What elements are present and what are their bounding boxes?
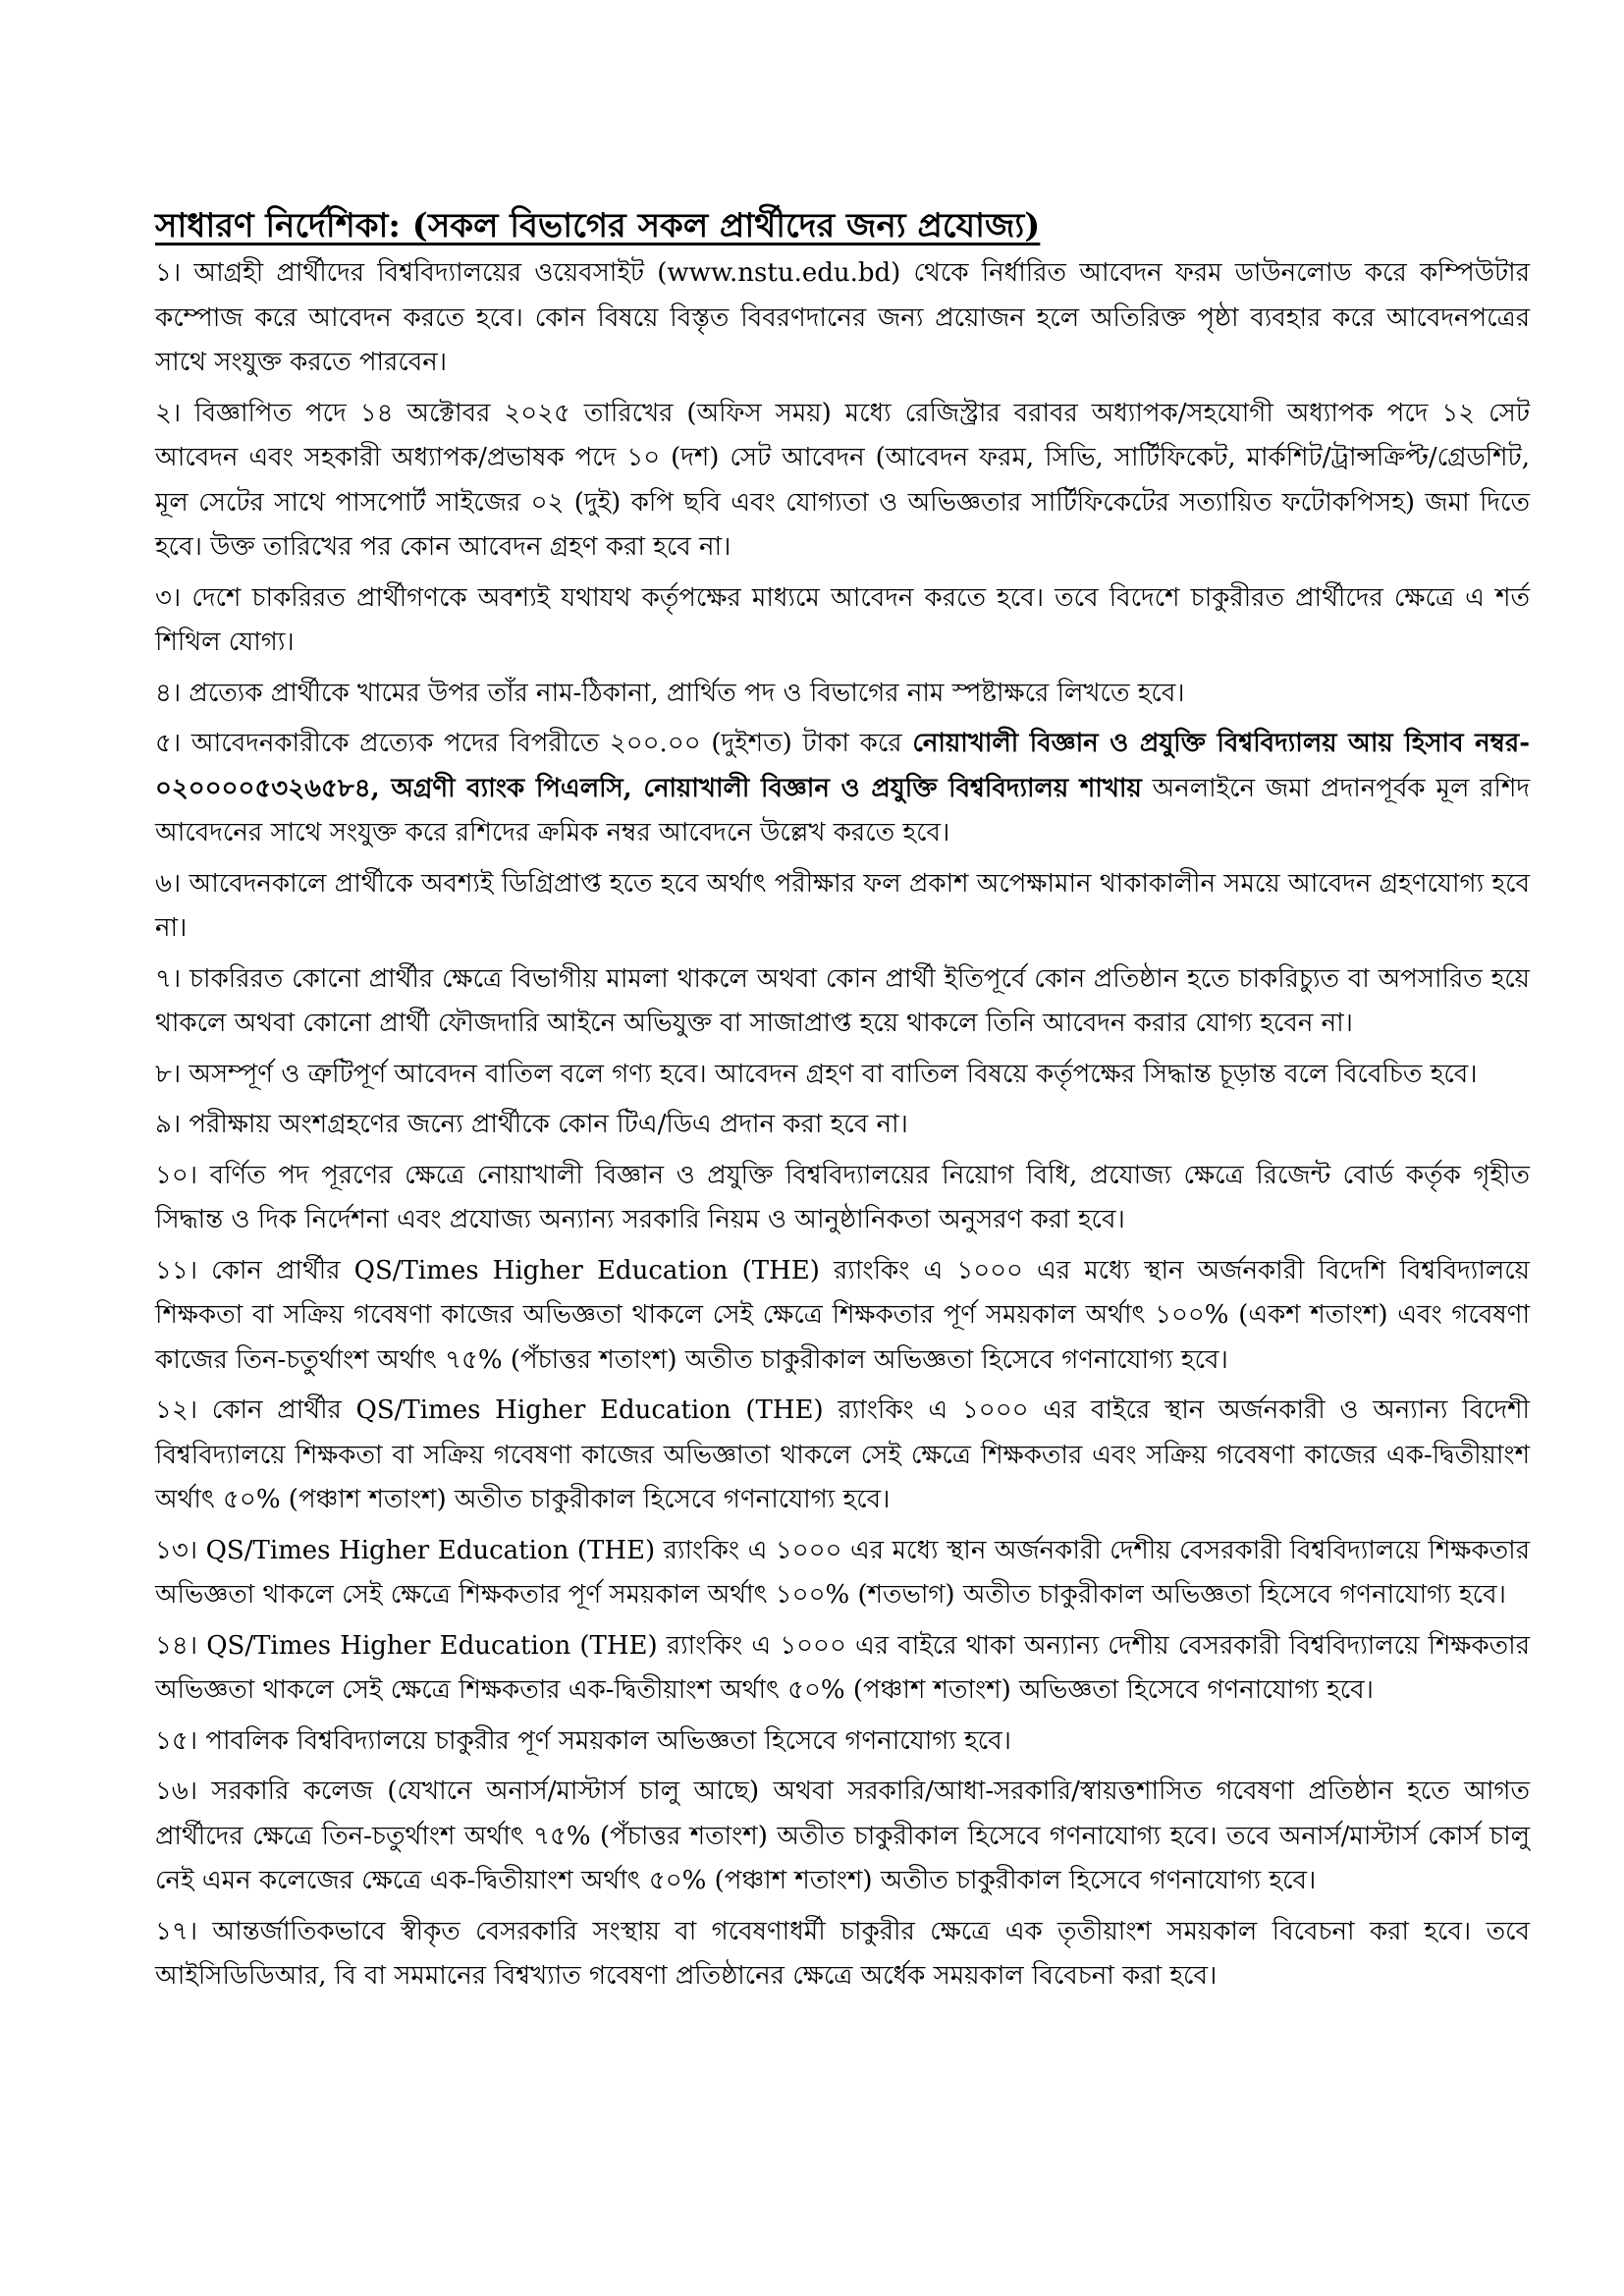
- document-page: [155, 204, 1530, 2005]
- section-heading: সাধারণ নির্দেশিকা: (সকল বিভাগের সকল প্রার্থীদের জন্য প্রযোজ্য): [155, 206, 1041, 246]
- instruction-7: ৭। চাকরিরত কোনো প্রার্থীর ক্ষেত্রে বিভাগীয় মামলা থাকলে অথবা কোন প্রার্থী ইতিপূর্বে কোন প্রতিষ্ঠান হতে চাকরিচ্যুত বা অপসারিত হয়ে থাকলে অথবা কোনো প্রার্থী ফৌজদারি আইনে অভিযুক্ত বা সাজাপ্রাপ্ত হয়ে থাকলে তিনি আবেদন করার যোগ্য হবেন না।: [155, 963, 1530, 1038]
- instruction-4: ৪। প্রত্যেক প্রার্থীকে খামের উপর তাঁর নাম-ঠিকানা, প্রার্থিত পদ ও বিভাগের নাম স্পষ্টাক্ষরে লিখতে হবে।: [155, 678, 1185, 708]
- instruction-5: [155, 722, 1530, 856]
- instruction-9: ৯। পরীক্ষায় অংশগ্রহণের জন্যে প্রার্থীকে কোন টিএ/ডিএ প্রদান করা হবে না।: [155, 1110, 908, 1139]
- instruction-15: ১৫। পাবলিক বিশ্ববিদ্যালয়ে চাকুরীর পূর্ণ সময়কাল অভিজ্ঞতা হিসেবে গণনাযোগ্য হবে।: [155, 1725, 1011, 1756]
- instruction-3: ৩। দেশে চাকরিরত প্রার্থীগণকে অবশ্যই যথাযথ কর্তৃপক্ষের মাধ্যমে আবেদন করতে হবে। তবে বিদেশে চাকুরীরত প্রার্থীদের ক্ষেত্রে এ শর্ত শিথিল যোগ্য।: [155, 582, 1530, 657]
- instruction-12: ১২। কোন প্রার্থীর QS/Times Higher Education (THE) র‍্যাংকিং এ ১০০০ এর বাইরে স্থান অর্জনকারী ও অন্যান্য বিদেশী বিশ্ববিদ্যালয়ে শিক্ষকতা বা সক্রিয় গবেষণা কাজের অভিজ্ঞাতা থাকলে সেই ক্ষেত্রে শিক্ষকতার এবং সক্রিয় গবেষণা কাজের এক-দ্বিতীয়াংশ অর্থাৎ ৫০% (পঞ্চাশ শতাংশ) অতীত চাকুরীকাল হিসেবে গণনাযোগ্য হবে।: [155, 1395, 1530, 1514]
- instruction-5-lead: ৫। আবেদনকারীকে প্রত্যেক পদের বিপরীতে ২০০.০০ (দুইশত) টাকা করে: [155, 729, 913, 758]
- instruction-5-tail: অনলাইনে জমা প্রদানপূর্বক মূল রশিদ আবেদনের সাথে সংযুক্ত করে রশিদের ক্রমিক নম্বর আবেদনে উল্লেখ করতে হবে।: [155, 773, 1530, 847]
- instruction-2: ২। বিজ্ঞাপিত পদে ১৪ অক্টোবর ২০২৫ তারিখের (অফিস সময়) মধ্যে রেজিস্ট্রার বরাবর অধ্যাপক/সহযোগী অধ্যাপক পদে ১২ সেট আবেদন এবং সহকারী অধ্যাপক/প্রভাষক পদে ১০ (দশ) সেট আবেদন (আবেদন ফরম, সিভি, সার্টিফিকেট, মার্কশিট/ট্রান্সক্রিপ্ট/গ্রেডশিট, মূল সেটের সাথে পাসপোর্ট সাইজের ০২ (দুই) কপি ছবি এবং যোগ্যতা ও অভিজ্ঞতার সার্টিফিকেটের সত্যায়িত ফটোকপিসহ) জমা দিতে হবে। উক্ত তারিখের পর কোন আবেদন গ্রহণ করা হবে না।: [155, 398, 1530, 562]
- instruction-8: ৮। অসম্পূর্ণ ও ত্রুটিপূর্ণ আবেদন বাতিল বলে গণ্য হবে। আবেদন গ্রহণ বা বাতিল বিষয়ে কর্তৃপক্ষের সিদ্ধান্ত চূড়ান্ত বলে বিবেচিত হবে।: [155, 1059, 1478, 1089]
- instruction-16: ১৬। সরকারি কলেজ (যেখানে অনার্স/মাস্টার্স চালু আছে) অথবা সরকারি/আধা-সরকারি/স্বায়ত্তশাসিত গবেষণা প্রতিষ্ঠান হতে আগত প্রার্থীদের ক্ষেত্রে তিন-চতুর্থাংশ অর্থাৎ ৭৫% (পঁচাত্তর শতাংশ) অতীত চাকুরীকাল হিসেবে গণনাযোগ্য হবে। তবে অনার্স/মাস্টার্স কোর্স চালু নেই এমন কলেজের ক্ষেত্রে এক-দ্বিতীয়াংশ অর্থাৎ ৫০% (পঞ্চাশ শতাংশ) অতীত চাকুরীকাল হিসেবে গণনাযোগ্য হবে।: [155, 1777, 1530, 1895]
- instruction-13: ১৩। QS/Times Higher Education (THE) র‍্যাংকিং এ ১০০০ এর মধ্যে স্থান অর্জনকারী দেশীয় বেসরকারী বিশ্ববিদ্যালয়ে শিক্ষকতার অভিজ্ঞতা থাকলে সেই ক্ষেত্রে শিক্ষকতার পূর্ণ সময়কাল অর্থাৎ ১০০% (শতভাগ) অতীত চাকুরীকাল অভিজ্ঞতা হিসেবে গণনাযোগ্য হবে।: [155, 1535, 1530, 1610]
- instruction-10: ১০। বর্ণিত পদ পূরণের ক্ষেত্রে নোয়াখালী বিজ্ঞান ও প্রযুক্তি বিশ্ববিদ্যালয়ের নিয়োগ বিধি, প্রযোজ্য ক্ষেত্রে রিজেন্ট বোর্ড কর্তৃক গৃহীত সিদ্ধান্ত ও দিক নির্দেশনা এবং প্রযোজ্য অন্যান্য সরকারি নিয়ম ও আনুষ্ঠানিকতা অনুসরণ করা হবে।: [155, 1160, 1530, 1234]
- instruction-17: ১৭। আন্তর্জাতিকভাবে স্বীকৃত বেসরকারি সংস্থায় বা গবেষণাধর্মী চাকুরীর ক্ষেত্রে এক তৃতীয়াংশ সময়কাল বিবেচনা করা হবে। তবে আইসিডিডিআর, বি বা সমমানের বিশ্বখ্যাত গবেষণা প্রতিষ্ঠানের ক্ষেত্রে অর্ধেক সময়কাল বিবেচনা করা হবে।: [155, 1916, 1530, 1991]
- instruction-5-bank-account: নোয়াখালী বিজ্ঞান ও প্রযুক্তি বিশ্ববিদ্যালয় আয় হিসাব নম্বর- ০২০০০০৫৩২৬৫৮৪, অগ্রণী ব্যাংক পিএলসি, নোয়াখালী বিজ্ঞান ও প্রযুক্তি বিশ্ববিদ্যালয় শাখায়: [155, 729, 1530, 803]
- instruction-11: ১১। কোন প্রার্থীর QS/Times Higher Education (THE) র‍্যাংকিং এ ১০০০ এর মধ্যে স্থান অর্জনকারী বিদেশি বিশ্ববিদ্যালয়ে শিক্ষকতা বা সক্রিয় গবেষণা কাজের অভিজ্ঞতা থাকলে সেই ক্ষেত্রে শিক্ষকতার পূর্ণ সময়কাল অর্থাৎ ১০০% (একশ শতাংশ) এবং গবেষণা কাজের তিন-চতুর্থাংশ অর্থাৎ ৭৫% (পঁচাত্তর শতাংশ) অতীত চাকুরীকাল অভিজ্ঞতা হিসেবে গণনাযোগ্য হবে।: [155, 1255, 1530, 1375]
- instruction-1: ১। আগ্রহী প্রার্থীদের বিশ্ববিদ্যালয়ের ওয়েবসাইট (www.nstu.edu.bd) থেকে নির্ধারিত আবেদন ফরম ডাউনলোড করে কম্পিউটার কম্পোজ করে আবেদন করতে হবে। কোন বিষয়ে বিস্তৃত বিবরণদানের জন্য প্রয়োজন হলে অতিরিক্ত পৃষ্ঠা ব্যবহার করে আবেদনপত্রের সাথে সংযুক্ত করতে পারবেন।: [155, 258, 1530, 377]
- instruction-14: ১৪। QS/Times Higher Education (THE) র‍্যাংকিং এ ১০০০ এর বাইরে থাকা অন্যান্য দেশীয় বেসরকারী বিশ্ববিদ্যালয়ে শিক্ষকতার অভিজ্ঞতা থাকলে সেই ক্ষেত্রে শিক্ষকতার এক-দ্বিতীয়াংশ অর্থাৎ ৫০% (পঞ্চাশ শতাংশ) অভিজ্ঞতা হিসেবে গণনাযোগ্য হবে।: [155, 1630, 1530, 1705]
- instruction-6: ৬। আবেদনকালে প্রার্থীকে অবশ্যই ডিগ্রিপ্রাপ্ত হতে হবে অর্থাৎ পরীক্ষার ফল প্রকাশ অপেক্ষামান থাকাকালীন সময়ে আবেদন গ্রহণযোগ্য হবে না।: [155, 868, 1530, 943]
